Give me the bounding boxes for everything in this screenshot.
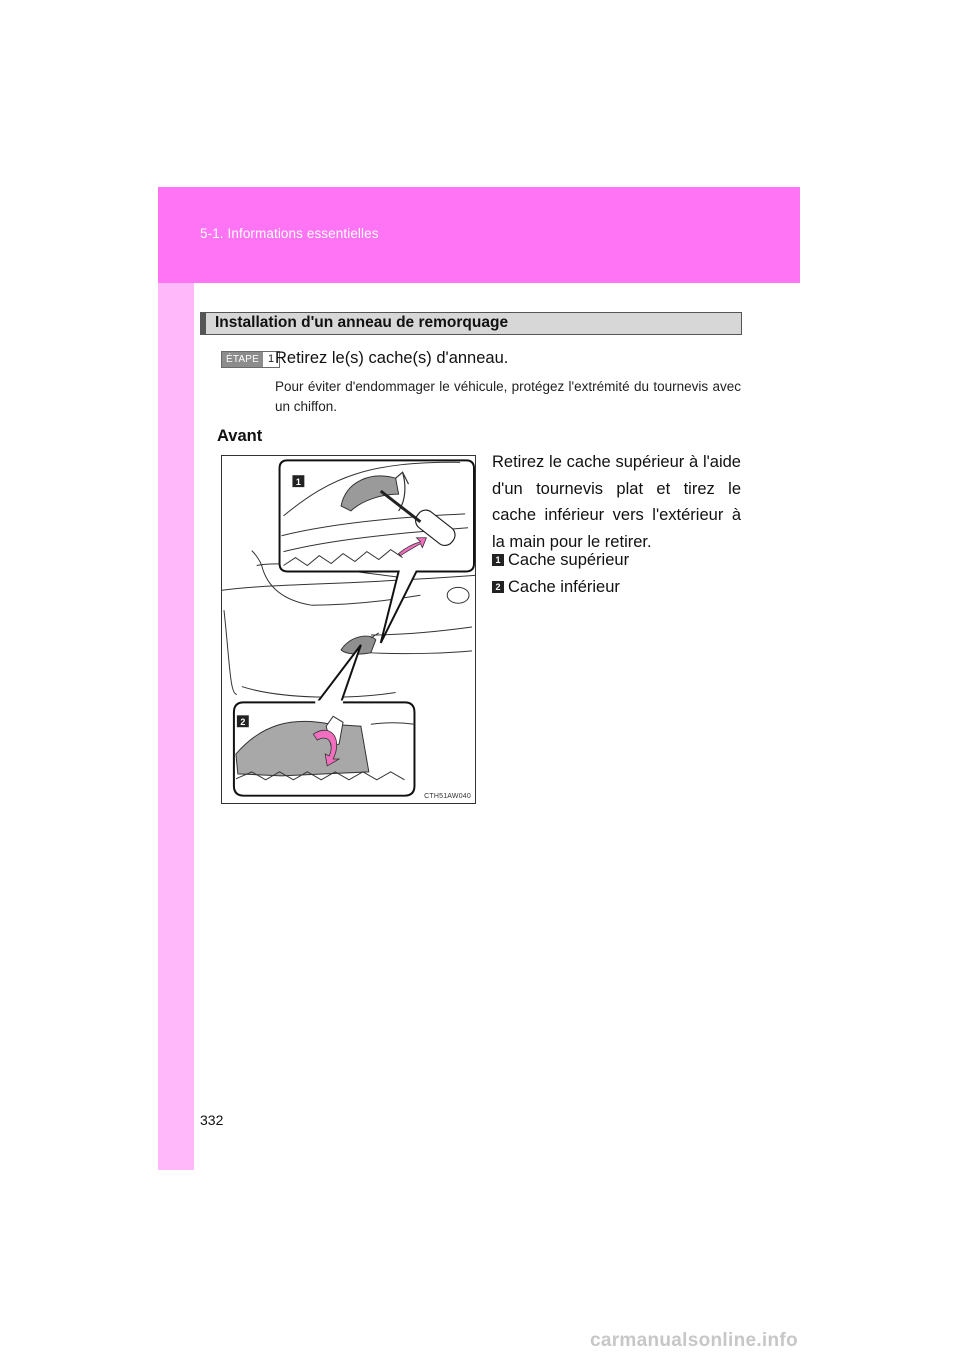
heading-accent xyxy=(201,313,206,334)
subheading-front: Avant xyxy=(217,427,263,445)
figure-code: CTH51AW040 xyxy=(424,793,471,800)
callout-upper-cover xyxy=(492,550,629,570)
figure-callout-2: 2 xyxy=(240,717,246,728)
illustration-drawing xyxy=(222,456,475,803)
step-number: 1 xyxy=(263,352,279,367)
step-badge xyxy=(221,351,280,368)
heading-title: Installation d'un anneau de remorquage xyxy=(215,314,509,331)
figure-callout-1: 1 xyxy=(295,477,301,488)
step-note: Pour éviter d'endommager le véhicule, protégez l'extrémité du tournevis avec un chiffon. xyxy=(275,379,741,414)
side-tab xyxy=(158,283,194,1170)
callout-label-2: Cache inférieur xyxy=(508,577,620,596)
page-number: 332 xyxy=(200,1112,224,1128)
callout-lower-cover xyxy=(492,577,620,597)
step-instruction: Retirez le(s) cache(s) d'anneau. xyxy=(275,349,509,367)
callout-label-1: Cache supérieur xyxy=(508,550,630,569)
step-label: ÉTAPE xyxy=(222,352,263,367)
tow-hook-cover-illustration xyxy=(221,455,476,804)
watermark: carmanualsonline.info xyxy=(590,1330,798,1351)
callout-number-1: 1 xyxy=(492,554,504,566)
section-title: 5-1. Informations essentielles xyxy=(200,226,379,241)
callout-number-2: 2 xyxy=(492,581,504,593)
front-description: Retirez le cache supérieur à l'aide d'un tournevis plat et tirez le cache inférieur vers l'extérieur à la main pour le retirer. xyxy=(492,453,741,551)
heading-bar xyxy=(200,312,742,335)
